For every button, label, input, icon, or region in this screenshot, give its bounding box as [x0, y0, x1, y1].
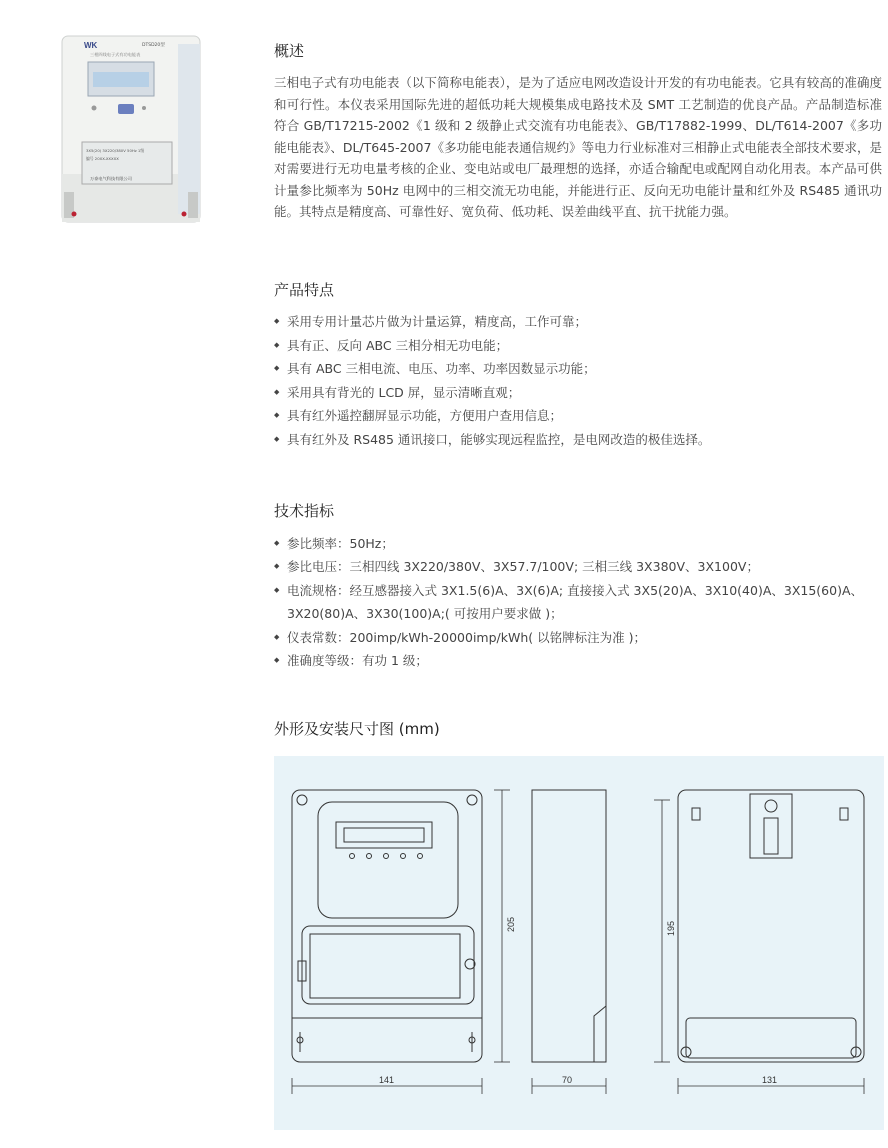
list-item: ◆ 电流规格：经互感器接入式 3X1.5(6)A、3X(6)A; 直接接入式 3X5(20)A、3X10(40)A、3X15(60)A、3X20(80)A、3X30(100)A;( 可按用户要求做 )； [274, 579, 884, 626]
list-item: ◆ 采用专用计量芯片做为计量运算，精度高，工作可靠； [274, 310, 884, 334]
brand-mark: WK [84, 41, 98, 50]
list-item: ◆ 仪表常数：200imp/kWh-20000imp/kWh( 以铭牌标注为准 )； [274, 626, 884, 649]
overview-heading: 概述 [274, 42, 305, 60]
list-item: ◆ 采用具有背光的 LCD 屏，显示清晰直观； [274, 381, 884, 405]
front-view [292, 790, 482, 1062]
features-heading: 产品特点 [274, 281, 335, 299]
photo-model: DTSD20型 [142, 43, 165, 48]
specs-heading: 技术指标 [274, 502, 335, 520]
list-item: ◆ 参比电压：三相四线 3X220/380V、3X57.7/100V; 三相三线 3X380V、3X100V； [274, 555, 884, 578]
dimension-drawing [274, 756, 884, 1130]
photo-title: 三相四线电子式有功电能表 [90, 52, 141, 57]
list-item: ◆ 参比频率：50Hz； [274, 532, 884, 555]
list-item: ◆ 具有 ABC 三相电流、电压、功率、功率因数显示功能； [274, 357, 884, 381]
nameplate-line1: 3X5(20) 3X220/380V 50Hz 1级 [86, 148, 145, 153]
dim-front-height: 205 [506, 916, 516, 932]
back-view [678, 790, 864, 1062]
nameplate-line2: 编号 20XX-XXXXX [86, 156, 119, 161]
dim-side-depth: 70 [562, 1075, 573, 1085]
product-photo [60, 34, 202, 234]
list-item: ◆ 具有正、反向 ABC 三相分相无功电能； [274, 334, 884, 358]
dim-back-width: 131 [762, 1075, 778, 1085]
dim-back-height: 195 [666, 920, 676, 936]
list-item: ◆ 准确度等级：有功 1 级； [274, 649, 884, 672]
specs-list [274, 532, 884, 672]
features-list [274, 310, 884, 452]
photo-maker: 万泰电气科技有限公司 [90, 176, 132, 181]
list-item: ◆ 具有红外及 RS485 通讯接口，能够实现远程监控，是电网改造的极佳选择。 [274, 428, 884, 452]
side-view [532, 790, 606, 1062]
dim-front-width: 141 [379, 1075, 395, 1085]
list-item: ◆ 具有红外遥控翻屏显示功能，方便用户查用信息； [274, 404, 884, 428]
overview-body: 三相电子式有功电能表（以下简称电能表），是为了适应电网改造设计开发的有功电能表。它具有较高的准确度和可行性。本仪表采用国际先进的超低功耗大规模集成电路技术及 SMT 工艺制造的优良产品。产品制造标准符合 GB/T17215-2002《1 级和 2 级静止式交流有功电能表》、GB/T17882-1999、DL/T614-2007《多功能电能表》、DL/T645-2007《多功能电能表通信规约》等电力行业标准对三相静止式电能表全部技术要求，是对需要进行无功电量考核的企业、变电站或电厂最理想的选择，亦适合输配电或配网自动化用表。本产品可供计量参比频率为 50Hz 电网中的三相交流无功电能，并能进行正、反向无功电能计量和红外及 RS485 通讯功能。其特点是精度高、可靠性好、宽负荷、低功耗、误差曲线平直、抗干扰能力强。 [274, 75, 882, 219]
dimensions-heading: 外形及安装尺寸图 (mm) [274, 720, 440, 738]
